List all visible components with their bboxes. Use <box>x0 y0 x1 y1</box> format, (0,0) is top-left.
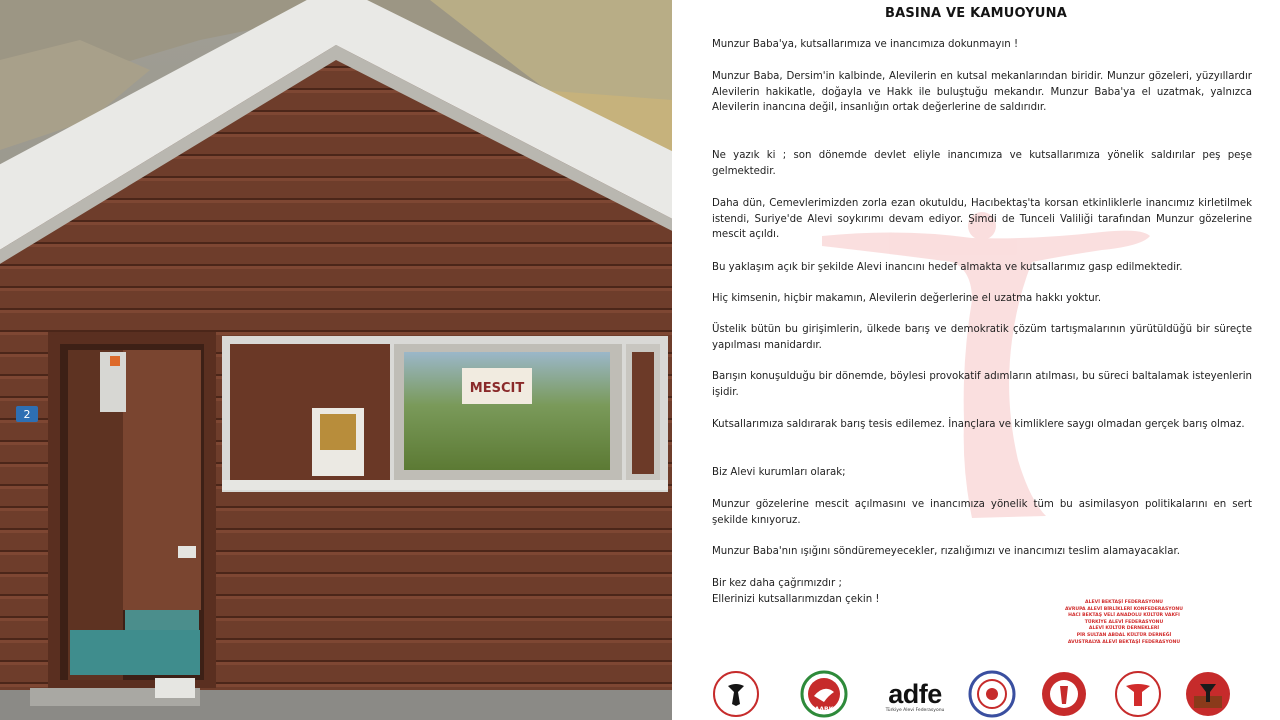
statement-paragraph-2: Munzur Baba, Dersim'in kalbinde, Alevilerin en kutsal mekanlarından biridir. Munzur gözeleri, yüzyıllardır Alevilerin hakikatle, doğayla ve Hakk ile buluştuğu mekandır. Munzur Baba'ya el uzatmak, yalnızca Alevilerin inancına değil, insanlığın ortak değerlerine de saldırıdır. <box>712 71 1252 114</box>
mescit-sign: MESCIT <box>469 381 525 396</box>
statement-paragraph-1: Munzur Baba'ya, kutsallarımıza ve inancımıza dokunmayın ! <box>712 39 1019 50</box>
signatory-list <box>1044 600 1204 646</box>
statement-paragraph-5: Bu yaklaşım açık bir şekilde Alevi inancını hedef almakta ve kutsallarımız gasp edilmektedir. <box>712 262 1183 273</box>
avustralya-federasyonu-logo <box>1184 670 1232 718</box>
signatory-org: ALEVİ BEKTAŞİ FEDERASYONU <box>1085 600 1163 605</box>
signatory-org: TÜRKİYE ALEVİ FEDERASYONU <box>1084 619 1164 625</box>
alevi-bektasi-federasyonu-logo <box>712 670 760 718</box>
signatory-org: ALEVİ KÜLTÜR DERNEKLERİ <box>1088 626 1160 632</box>
statement-paragraph-6: Hiç kimsenin, hiçbir makamın, Alevilerin değerlerine el uzatma hakkı yoktur. <box>712 293 1102 304</box>
svg-text:AABK: AABK <box>814 706 834 713</box>
statement-paragraph-9: Kutsallarımıza saldırarak barış tesis edilemez. İnançlara ve kimliklere saygı olmadan gerçek barış olmaz. <box>712 419 1245 430</box>
statement-paragraph-4: Daha dün, Cemevlerimizden zorla ezan okutuldu, Hacıbektaş'ta korsan etkinliklerle inancımız kirletilmek istendi, Suriye'de Alevi soykırımı devam ediyor. Şimdi de Tunceli Valiliği tarafından Munzur gözelerine mescit açıldı. <box>712 198 1252 241</box>
statement-paragraph-13: Bir kez daha çağrımızdır ; <box>712 578 842 589</box>
statement-paragraph-11: Munzur gözelerine mescit açılmasını ve inancımıza yönelik tüm bu asimilasyon politikalarını en sert şekilde kınıyoruz. <box>712 499 1252 526</box>
statement-paragraph-12: Munzur Baba'nın ışığını söndüremeyecekler, rızalığımızı ve inancımızı teslim alamayacaklar. <box>712 546 1180 557</box>
statement-title: BASINA VE KAMUOYUNA <box>884 6 1068 21</box>
signatory-org: AVRUPA ALEVİ BİRLİKLERİ KONFEDERASYONU <box>1065 606 1183 612</box>
statement-paragraph-3: Ne yazık ki ; son dönemde devlet eliyle inancımıza ve kutsallarımıza yönelik saldırılar peş peşe gelmektedir. <box>712 150 1252 177</box>
door-number: 2 <box>23 408 31 421</box>
alevi-federasyonu-logo <box>1040 670 1088 718</box>
logo-row <box>672 664 1280 720</box>
adfe-wordmark: adfe <box>888 679 942 709</box>
aabk-logo <box>800 670 848 718</box>
signatory-org: HACI BEKTAŞ VELİ ANADOLU KÜLTÜR VAKFI <box>1068 613 1180 619</box>
adfe-logo <box>872 680 958 718</box>
statement-paragraph-7: Üstelik bütün bu girişimlerin, ülkede barış ve demokratik çözüm tartışmalarının yürütüldüğü bir süreçte yapılması manidardır. <box>712 324 1252 351</box>
hbv-vakfi-logo <box>968 670 1016 718</box>
statement-paragraph-14: Ellerinizi kutsallarımızdan çekin ! <box>712 594 880 605</box>
pir-sultan-abdal-logo <box>1114 670 1162 718</box>
adfe-subtitle: Türkiye Alevi Federasyonu <box>885 708 945 713</box>
press-statement <box>672 0 1280 720</box>
signatory-org: AVUSTRALYA ALEVİ BEKTAŞİ FEDERASYONU <box>1067 639 1181 645</box>
signatory-org: PİR SULTAN ABDAL KÜLTÜR DERNEĞİ <box>1076 632 1172 638</box>
statement-paragraph-8: Barışın konuşulduğu bir dönemde, böylesi provokatif adımların atılması, bu süreci baltalamak isteyenlerin işidir. <box>712 371 1252 398</box>
statement-paragraph-10: Biz Alevi kurumları olarak; <box>712 467 846 478</box>
